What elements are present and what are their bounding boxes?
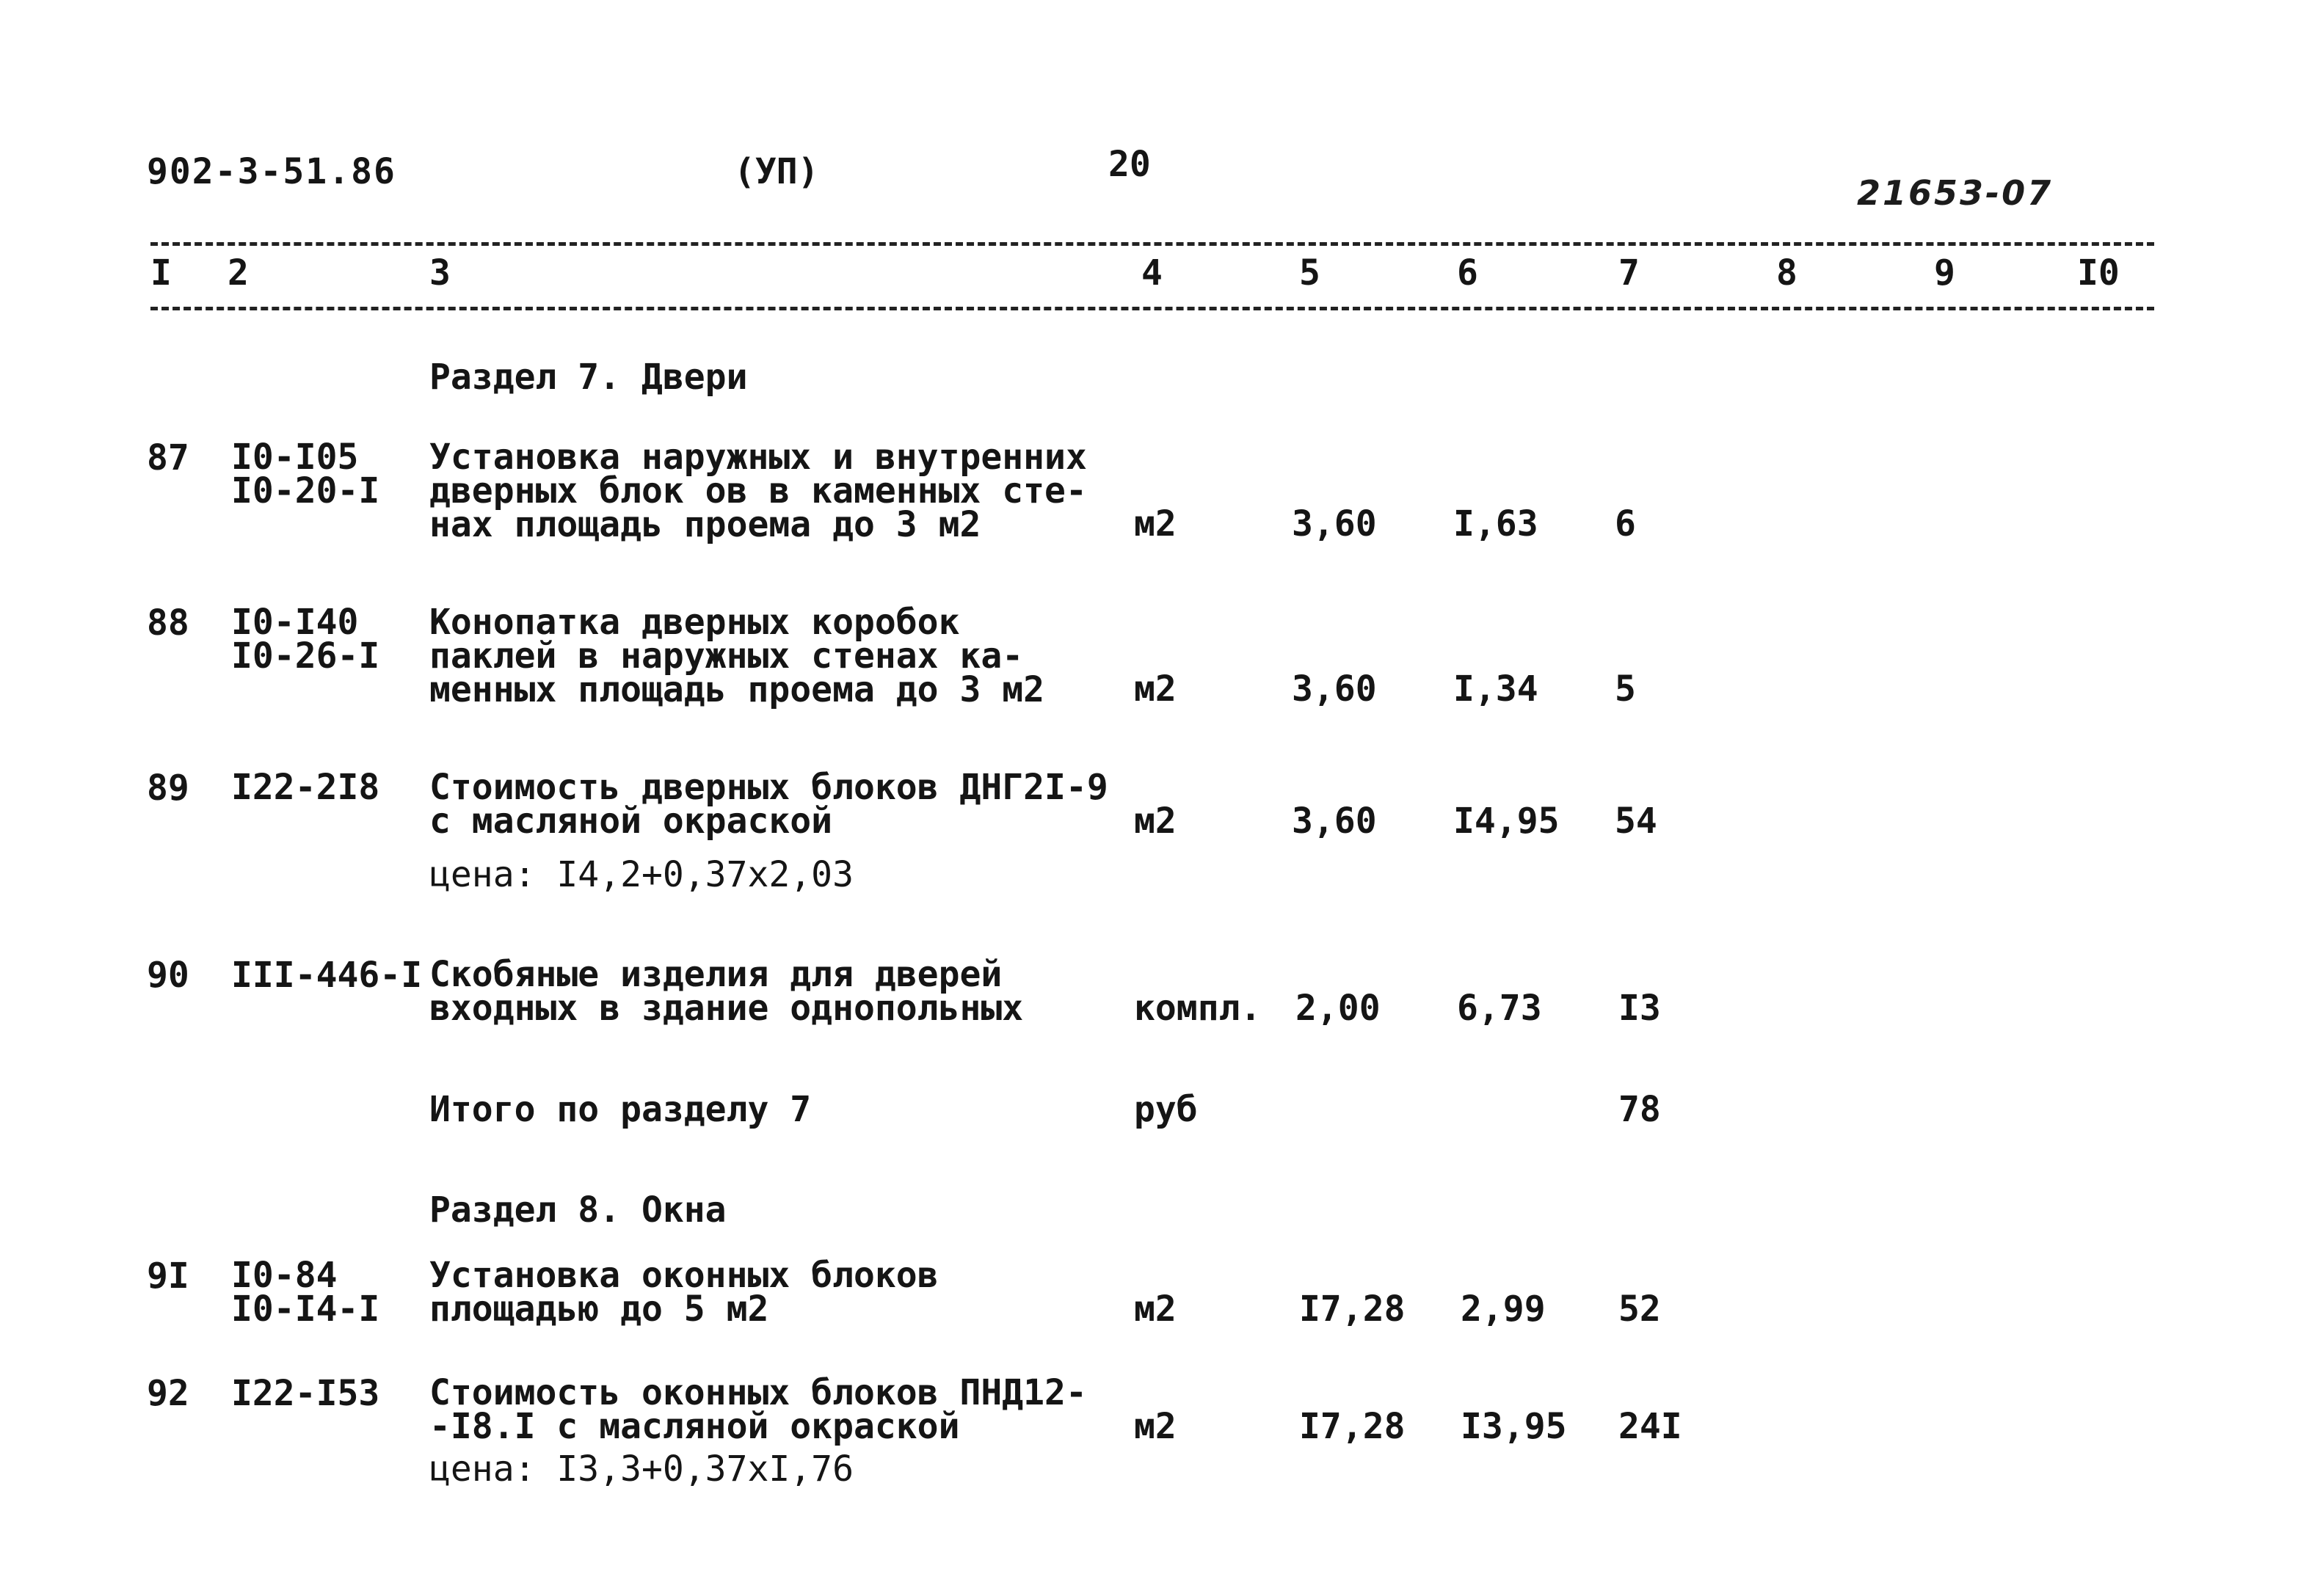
- column-header: I0: [2077, 252, 2120, 294]
- row-number: 92: [147, 1373, 189, 1414]
- quantity: I7,28: [1299, 1289, 1406, 1330]
- document-code: 902-3-51.86: [147, 151, 396, 192]
- work-description: Конопатка дверных коробок паклей в наружных стенах ка- менных площадь проема до 3 м2: [429, 602, 1045, 710]
- total-cost: I3: [1618, 988, 1661, 1029]
- header-rule-top: [150, 242, 2154, 246]
- column-header: 2: [228, 252, 249, 294]
- work-description: Установка наружных и внутренних дверных блок ов в каменных сте- нах площадь проема до 3 м2: [429, 437, 1087, 545]
- unit: м2: [1134, 1406, 1177, 1447]
- unit: м2: [1134, 503, 1177, 544]
- column-header: 5: [1299, 252, 1320, 294]
- price-formula: цена: I3,3+0,37хI,76: [429, 1449, 854, 1490]
- total-cost: 6: [1615, 503, 1636, 544]
- row-number: 87: [147, 437, 189, 478]
- row-number: 9I: [147, 1256, 189, 1297]
- column-header: 6: [1457, 252, 1478, 294]
- work-description: Стоимость дверных блоков ДНГ2I-9 с масляной окраской: [429, 767, 1108, 842]
- total-cost: 5: [1615, 668, 1636, 710]
- section-title: Раздел 8. Окна: [429, 1189, 727, 1231]
- row-number: 89: [147, 768, 189, 809]
- row-number: 88: [147, 602, 189, 644]
- quantity: 3,60: [1292, 801, 1377, 842]
- rate-code: I0-I05 I0-20-I: [231, 437, 380, 511]
- unit-price: I3,95: [1461, 1406, 1567, 1447]
- column-header: 8: [1776, 252, 1797, 294]
- total-cost: 52: [1618, 1289, 1661, 1330]
- rate-code: I0-I40 I0-26-I: [231, 602, 380, 677]
- quantity: 2,00: [1295, 988, 1381, 1029]
- section-code: (УП): [734, 151, 819, 192]
- column-header: 4: [1141, 252, 1163, 294]
- subtotal-label: Итого по разделу 7: [429, 1089, 812, 1130]
- inventory-stamp: 21653-07: [1857, 173, 2054, 213]
- unit-price: 6,73: [1457, 988, 1542, 1029]
- rate-code: I22-I53: [231, 1373, 380, 1414]
- column-header: 7: [1618, 252, 1640, 294]
- rate-code: III-446-I: [231, 955, 423, 996]
- quantity: 3,60: [1292, 668, 1377, 710]
- row-number: 90: [147, 955, 189, 996]
- column-header: 9: [1934, 252, 1955, 294]
- total-cost: 24I: [1618, 1406, 1682, 1447]
- price-formula: цена: I4,2+0,37х2,03: [429, 854, 854, 895]
- header-rule-bottom: [150, 307, 2154, 310]
- quantity: I7,28: [1299, 1406, 1406, 1447]
- quantity: 3,60: [1292, 503, 1377, 544]
- subtotal-unit: руб: [1134, 1089, 1198, 1130]
- work-description: Скобяные изделия для дверей входных в здание однопольных: [429, 954, 1024, 1029]
- unit: м2: [1134, 668, 1177, 710]
- section-title: Раздел 7. Двери: [429, 357, 748, 398]
- unit: м2: [1134, 1289, 1177, 1330]
- work-description: Стоимость оконных блоков ПНД12- -I8.I с масляной окраской: [429, 1372, 1087, 1447]
- work-description: Установка оконных блоков площадью до 5 м2: [429, 1255, 939, 1330]
- unit-price: I4,95: [1453, 801, 1560, 842]
- rate-code: I22-2I8: [231, 767, 380, 808]
- unit: м2: [1134, 801, 1177, 842]
- unit-price: 2,99: [1461, 1289, 1546, 1330]
- subtotal-total: 78: [1618, 1089, 1661, 1130]
- total-cost: 54: [1615, 801, 1657, 842]
- column-header: 3: [429, 252, 451, 294]
- rate-code: I0-84 I0-I4-I: [231, 1255, 380, 1330]
- page-number: 20: [1108, 144, 1151, 185]
- unit: компл.: [1134, 988, 1262, 1029]
- unit-price: I,34: [1453, 668, 1538, 710]
- unit-price: I,63: [1453, 503, 1538, 544]
- column-header: I: [150, 252, 172, 294]
